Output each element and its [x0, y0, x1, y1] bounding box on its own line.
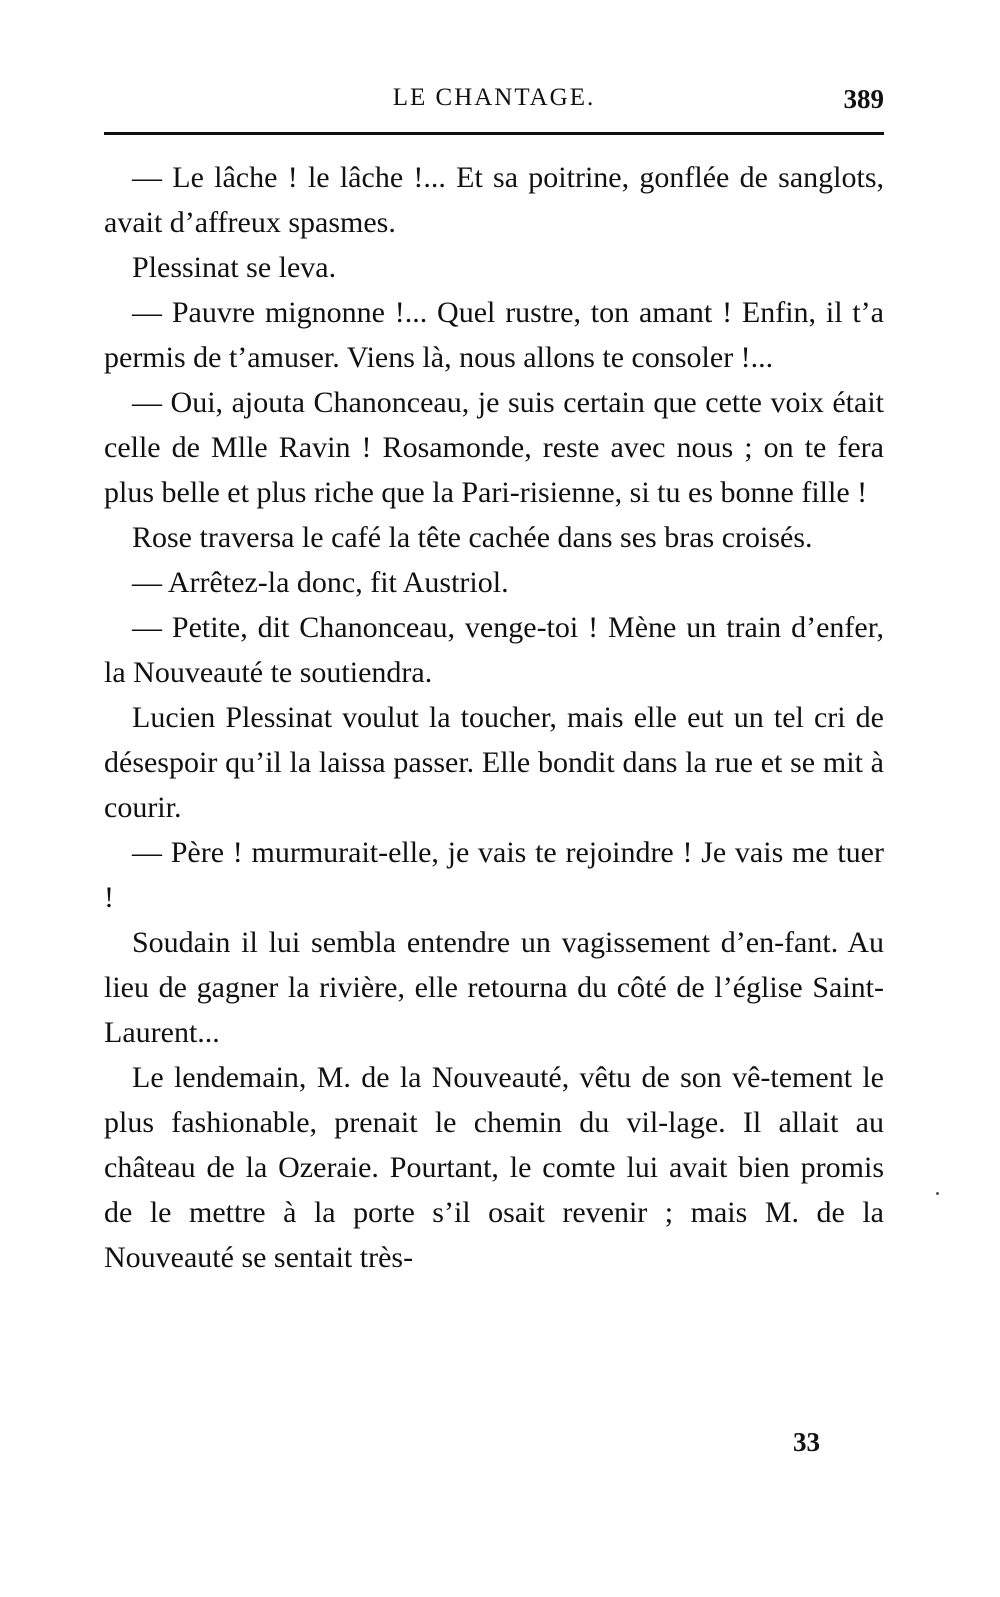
paragraph-5: Rose traversa le café la tête cachée dans ses bras croisés. — [132, 521, 813, 554]
paragraph-1: — Le lâche ! le lâche !... Et sa poitrine, gonflée de sanglots, avait d’affreux spasmes. — [104, 161, 884, 239]
body-text — [104, 155, 884, 1280]
stray-ink-dot — [936, 1192, 939, 1195]
header-rule — [104, 132, 884, 135]
page-number: 389 — [843, 84, 884, 114]
paragraph-6: — Arrêtez-la donc, fit Austriol. — [132, 566, 509, 599]
paragraph-9: — Père ! murmurait-elle, je vais te rejoindre ! Je vais me tuer ! — [104, 836, 884, 914]
running-title: LE CHANTAGE. — [392, 84, 596, 111]
paragraph-7: — Petite, dit Chanonceau, venge-toi ! Mène un train d’enfer, la Nouveauté te soutiendra. — [104, 611, 884, 689]
paragraph-11: Le lendemain, M. de la Nouveauté, vêtu de son vê-tement le plus fashionable, prenait le chemin du vil-lage. Il allait au château de la Ozeraie. Pourtant, le comte lui avait bien promis de le mettre à la porte s’il osait revenir ; mais M. de la Nouveauté se sentait très- — [104, 1061, 884, 1274]
running-head — [104, 84, 884, 124]
paragraph-3: — Pauvre mignonne !... Quel rustre, ton amant ! Enfin, il t’a permis de t’amuser. Viens là, nous allons te consoler !... — [104, 296, 884, 374]
paragraph-10: Soudain il lui sembla entendre un vagissement d’en-fant. Au lieu de gagner la rivière, elle retourna du côté de l’église Saint-Laurent... — [104, 926, 884, 1049]
paragraph-4: — Oui, ajouta Chanonceau, je suis certain que cette voix était celle de Mlle Ravin ! Rosamonde, reste avec nous ; on te fera plus belle et plus riche que la Pari-risienne, si tu es bonne fille ! — [104, 386, 884, 509]
paragraph-8: Lucien Plessinat voulut la toucher, mais elle eut un tel cri de désespoir qu’il la laissa passer. Elle bondit dans la rue et se mit à courir. — [104, 701, 884, 824]
paragraph-2: Plessinat se leva. — [132, 251, 337, 284]
signature-mark: 33 — [793, 1427, 820, 1457]
